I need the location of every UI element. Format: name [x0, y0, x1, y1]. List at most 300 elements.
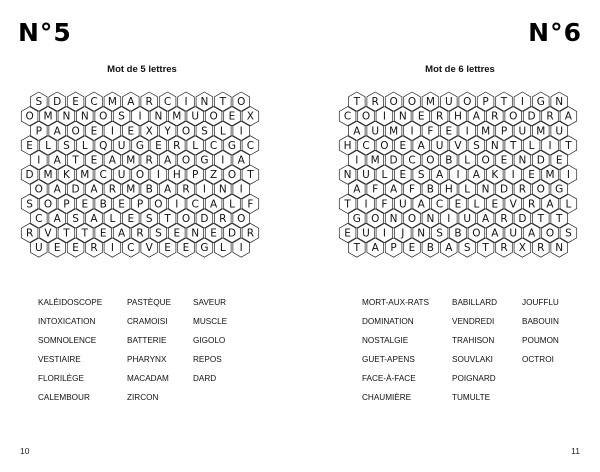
- grid-letter: F: [372, 183, 379, 196]
- grid-letter: F: [381, 198, 388, 211]
- grid-letter: N: [200, 96, 209, 109]
- word-item: DOMINATION: [362, 317, 414, 327]
- grid-letter: L: [464, 183, 471, 196]
- grid-letter: U: [518, 125, 527, 138]
- word-item: PASTÈQUE: [127, 298, 171, 307]
- grid-letter: P: [500, 125, 508, 138]
- grid-letter: I: [156, 169, 160, 182]
- grid-letter: M: [43, 169, 53, 182]
- grid-letter: D: [200, 212, 209, 225]
- grid-letter: D: [227, 227, 237, 240]
- grid-letter: F: [247, 198, 254, 211]
- grid-letter: B: [445, 154, 453, 167]
- grid-letter: O: [463, 96, 472, 109]
- grid-letter: M: [425, 96, 435, 109]
- grid-letter: G: [536, 96, 545, 109]
- grid-letter: L: [381, 169, 388, 182]
- page-number: 11: [571, 446, 580, 456]
- grid-letter: E: [155, 139, 162, 152]
- word-item: BATTERIE: [127, 336, 167, 346]
- grid-letter: E: [445, 125, 453, 138]
- grid-letter: X: [518, 242, 527, 255]
- grid-letter: R: [491, 110, 499, 123]
- grid-letter: U: [362, 227, 370, 240]
- grid-letter: P: [482, 96, 489, 109]
- grid-letter: I: [355, 154, 359, 167]
- grid-letter: L: [219, 242, 226, 255]
- grid-letter: E: [399, 169, 407, 182]
- grid-letter: I: [548, 139, 552, 152]
- grid-letter: F: [427, 125, 434, 138]
- grid-letter: N: [426, 212, 435, 225]
- grid-letter: L: [192, 139, 199, 152]
- grid-letter: M: [107, 96, 117, 109]
- grid-letter: A: [53, 125, 61, 138]
- grid-letter: M: [545, 169, 555, 182]
- grid-letter: I: [566, 169, 570, 182]
- grid-letter: O: [181, 125, 191, 138]
- grid-letter: N: [417, 227, 426, 240]
- grid-letter: T: [63, 227, 70, 240]
- grid-letter: N: [518, 154, 527, 167]
- grid-letter: R: [246, 227, 255, 240]
- word-item: ZIRCON: [127, 393, 159, 403]
- grid-letter: I: [410, 125, 414, 138]
- grid-letter: M: [172, 110, 182, 123]
- grid-letter: R: [527, 198, 536, 211]
- grid-letter: T: [164, 212, 171, 225]
- grid-letter: A: [390, 183, 398, 196]
- grid-letter: V: [509, 198, 517, 211]
- grid-letter: A: [127, 96, 135, 109]
- grid-letter: E: [182, 242, 190, 255]
- grid-letter: U: [371, 125, 380, 138]
- word-list: [362, 293, 582, 408]
- word-item: MACADAM: [127, 374, 169, 384]
- grid-letter: U: [555, 125, 564, 138]
- grid-letter: L: [565, 198, 572, 211]
- grid-letter: A: [118, 227, 126, 240]
- grid-letter: O: [25, 110, 34, 123]
- grid-letter: C: [35, 212, 43, 225]
- word-item: CALEMBOUR: [38, 393, 90, 403]
- grid-letter: S: [473, 139, 480, 152]
- grid-letter: I: [382, 110, 386, 123]
- grid-letter: N: [154, 110, 163, 123]
- grid-letter: N: [80, 110, 89, 123]
- grid-letter: T: [555, 212, 563, 225]
- grid-letter: R: [546, 110, 554, 123]
- page-right: [300, 0, 600, 472]
- grid-letter: I: [110, 125, 114, 138]
- grid-letter: N: [398, 110, 407, 123]
- grid-letter: T: [219, 96, 227, 109]
- grid-letter: K: [491, 169, 499, 182]
- grid-letter: O: [509, 110, 518, 123]
- grid-letter: C: [209, 139, 218, 152]
- grid-letter: H: [454, 110, 462, 123]
- grid-letter: A: [164, 183, 172, 196]
- word-list: [38, 293, 253, 408]
- grid-letter: P: [192, 169, 199, 182]
- word-item: REPOS: [193, 355, 222, 365]
- word-item: VENDREDI: [452, 317, 495, 327]
- grid-letter: O: [426, 154, 435, 167]
- grid-letter: E: [127, 125, 135, 138]
- grid-letter: E: [408, 242, 416, 255]
- grid-letter: E: [399, 139, 407, 152]
- grid-letter: M: [43, 110, 53, 123]
- grid-letter: I: [138, 110, 142, 123]
- grid-letter: L: [464, 154, 471, 167]
- grid-letter: V: [44, 227, 52, 240]
- grid-letter: E: [118, 198, 125, 211]
- grid-letter: L: [45, 139, 51, 152]
- grid-letter: E: [173, 227, 181, 240]
- grid-letter: L: [219, 125, 226, 138]
- word-column: [127, 293, 193, 408]
- word-item: KALÉIDOSCOPE: [38, 298, 103, 307]
- hex-letter-grid: [338, 90, 588, 275]
- grid-letter: X: [246, 110, 255, 123]
- grid-letter: I: [37, 154, 41, 167]
- grid-letter: E: [53, 242, 61, 255]
- grid-letter: A: [564, 110, 572, 123]
- grid-letter: O: [472, 227, 481, 240]
- grid-letter: N: [481, 183, 490, 196]
- grid-letter: D: [53, 96, 62, 109]
- grid-letter: B: [426, 183, 435, 196]
- grid-letter: A: [445, 242, 453, 255]
- grid-letter: T: [500, 96, 508, 109]
- grid-letter: M: [481, 125, 491, 138]
- grid-letter: H: [444, 183, 453, 196]
- grid-letter: A: [417, 139, 425, 152]
- grid-letter: M: [536, 125, 546, 138]
- grid-letter: O: [209, 110, 218, 123]
- grid-letter: S: [63, 139, 70, 152]
- grid-letter: O: [71, 125, 80, 138]
- grid-letter: O: [227, 169, 237, 182]
- grid-letter: M: [126, 154, 136, 167]
- grid-letter: Q: [99, 139, 108, 152]
- word-item: JOUFFLU: [522, 298, 559, 307]
- grid-letter: I: [184, 96, 188, 109]
- grid-letter: D: [527, 110, 536, 123]
- grid-letter: O: [34, 183, 43, 196]
- grid-letter: I: [239, 125, 243, 138]
- grid-letter: O: [536, 183, 545, 196]
- grid-letter: I: [221, 154, 225, 167]
- grid-letter: I: [465, 125, 469, 138]
- grid-letter: C: [127, 242, 135, 255]
- grid-letter: L: [81, 139, 88, 152]
- grid-letter: U: [117, 169, 126, 182]
- word-item: POIGNARD: [452, 374, 496, 384]
- grid-letter: N: [62, 110, 71, 123]
- grid-letter: Y: [164, 125, 171, 138]
- puzzle-number: N°6: [528, 18, 582, 47]
- grid-letter: E: [528, 169, 535, 182]
- grid-letter: E: [164, 242, 171, 255]
- grid-letter: G: [200, 154, 209, 167]
- grid-letter: O: [407, 212, 417, 225]
- grid-letter: S: [436, 227, 443, 240]
- grid-letter: Z: [209, 169, 218, 182]
- grid-letter: P: [390, 242, 397, 255]
- grid-letter: S: [145, 212, 153, 225]
- grid-letter: H: [343, 139, 352, 152]
- grid-letter: D: [25, 169, 34, 182]
- grid-letter: T: [344, 198, 351, 211]
- grid-letter: I: [110, 242, 114, 255]
- grid-letter: T: [72, 154, 79, 167]
- grid-letter: O: [181, 212, 191, 225]
- grid-letter: E: [210, 227, 217, 240]
- grid-letter: A: [353, 125, 361, 138]
- grid-letter: D: [71, 183, 80, 196]
- grid-letter: A: [417, 198, 425, 211]
- grid-letter: E: [417, 110, 425, 123]
- grid-letter: T: [353, 242, 361, 255]
- grid-letter: I: [202, 183, 206, 196]
- grid-letter: G: [200, 242, 209, 255]
- hex-letter-grid: [20, 90, 270, 275]
- grid-letter: R: [371, 96, 379, 109]
- puzzle-number: N°5: [18, 18, 72, 47]
- grid-letter: O: [43, 198, 53, 211]
- grid-letter: N: [555, 96, 564, 109]
- grid-letter: T: [482, 242, 489, 255]
- grid-letter: O: [389, 96, 398, 109]
- grid-letter: T: [353, 96, 361, 109]
- grid-letter: E: [26, 139, 33, 152]
- grid-letter: U: [463, 212, 472, 225]
- grid-letter: O: [154, 198, 163, 211]
- word-item: SAVEUR: [193, 298, 227, 307]
- grid-letter: A: [482, 212, 490, 225]
- grid-letter: S: [417, 169, 425, 182]
- word-column: [193, 293, 253, 408]
- word-item: INTOXICATION: [38, 317, 96, 327]
- grid-letter: R: [25, 227, 34, 240]
- grid-letter: A: [53, 212, 61, 225]
- grid-letter: R: [136, 227, 144, 240]
- grid-letter: I: [456, 169, 460, 182]
- grid-letter: A: [371, 242, 379, 255]
- grid-letter: N: [191, 227, 200, 240]
- grid-letter: D: [536, 154, 545, 167]
- grid-letter: I: [520, 96, 524, 109]
- word-item: POUMON: [522, 336, 559, 346]
- grid-letter: I: [239, 183, 243, 196]
- word-item: PHARYNX: [127, 355, 167, 365]
- grid-letter: C: [163, 96, 172, 109]
- grid-letter: P: [63, 198, 70, 211]
- word-item: BABILLARD: [452, 298, 498, 307]
- page-number: 10: [20, 446, 30, 456]
- grid-letter: S: [201, 125, 208, 138]
- word-item: CRAMOISI: [127, 317, 168, 327]
- grid-letter: C: [191, 198, 199, 211]
- grid-letter: S: [26, 198, 33, 211]
- grid-letter: E: [90, 154, 98, 167]
- grid-letter: A: [53, 154, 61, 167]
- word-column: [38, 293, 127, 408]
- grid-letter: D: [389, 154, 398, 167]
- grid-letter: R: [500, 242, 508, 255]
- word-item: BABOUIN: [522, 317, 559, 327]
- word-column: [452, 293, 522, 408]
- grid-letter: V: [145, 242, 153, 255]
- grid-letter: E: [99, 227, 107, 240]
- word-item: GIGOLO: [193, 336, 226, 346]
- word-item: OCTROI: [522, 355, 554, 365]
- grid-letter: G: [227, 139, 237, 152]
- grid-letter: A: [472, 110, 480, 123]
- grid-letter: A: [90, 183, 98, 196]
- grid-letter: U: [362, 169, 370, 182]
- grid-letter: O: [481, 154, 490, 167]
- grid-letter: G: [555, 183, 564, 196]
- grid-letter: U: [117, 139, 126, 152]
- grid-letter: X: [145, 125, 153, 138]
- grid-letter: R: [500, 212, 508, 225]
- grid-letter: A: [90, 212, 98, 225]
- grid-letter: O: [545, 227, 555, 240]
- grid-letter: O: [99, 110, 108, 123]
- grid-letter: A: [108, 154, 116, 167]
- grid-letter: M: [80, 169, 90, 182]
- grid-letter: T: [565, 139, 572, 152]
- grid-letter: S: [155, 227, 162, 240]
- grid-letter: B: [426, 242, 435, 255]
- grid-letter: H: [172, 169, 181, 182]
- word-item: CHAUMIÈRE: [362, 393, 412, 403]
- grid-letter: E: [90, 125, 98, 138]
- grid-letter: S: [463, 242, 471, 255]
- grid-letter: L: [473, 198, 480, 211]
- word-item: TRAHISON: [452, 336, 495, 346]
- grid-letter: M: [126, 183, 136, 196]
- grid-letter: O: [135, 169, 145, 182]
- grid-letter: R: [435, 110, 444, 123]
- grid-letter: U: [191, 110, 200, 123]
- word-item: MUSCLE: [193, 317, 228, 327]
- grid-letter: C: [90, 96, 98, 109]
- grid-letter: B: [145, 183, 153, 196]
- grid-letter: A: [164, 154, 172, 167]
- grid-letter: S: [565, 227, 572, 240]
- grid-letter: U: [398, 198, 407, 211]
- word-item: VESTIAIRE: [38, 355, 81, 365]
- grid-letter: U: [435, 139, 444, 152]
- grid-letter: E: [72, 242, 79, 255]
- grid-letter: N: [490, 139, 499, 152]
- grid-letter: R: [145, 154, 153, 167]
- grid-letter: E: [344, 227, 351, 240]
- grid-letter: A: [546, 198, 554, 211]
- word-item: MORT-AUX-RATS: [362, 298, 430, 307]
- grid-letter: T: [247, 169, 254, 182]
- grid-letter: K: [62, 169, 70, 182]
- grid-letter: O: [407, 96, 417, 109]
- grid-letter: O: [237, 96, 246, 109]
- grid-letter: R: [173, 139, 181, 152]
- grid-letter: R: [537, 242, 545, 255]
- grid-letter: G: [352, 212, 361, 225]
- grid-letter: R: [182, 183, 190, 196]
- grid-letter: O: [361, 110, 371, 123]
- grid-letter: N: [389, 212, 398, 225]
- grid-letter: D: [518, 212, 527, 225]
- grid-letter: E: [127, 212, 135, 225]
- grid-letter: A: [491, 227, 499, 240]
- word-item: TUMULTE: [452, 393, 491, 403]
- grid-letter: S: [118, 110, 125, 123]
- grid-letter: A: [237, 154, 245, 167]
- grid-letter: P: [136, 198, 144, 211]
- grid-letter: R: [219, 212, 227, 225]
- word-column: [522, 293, 582, 408]
- grid-letter: S: [72, 212, 79, 225]
- grid-letter: L: [109, 212, 116, 225]
- grid-letter: A: [353, 183, 361, 196]
- grid-letter: A: [53, 183, 61, 196]
- grid-letter: M: [389, 125, 399, 138]
- grid-letter: O: [181, 154, 191, 167]
- grid-letter: S: [35, 96, 43, 109]
- grid-letter: L: [229, 198, 235, 211]
- grid-letter: C: [435, 198, 444, 211]
- grid-letter: E: [72, 96, 79, 109]
- grid-letter: M: [370, 154, 380, 167]
- grid-letter: E: [81, 198, 89, 211]
- grid-letter: F: [408, 183, 416, 196]
- grid-letter: T: [537, 212, 545, 225]
- word-item: DARD: [193, 374, 217, 384]
- grid-letter: R: [518, 183, 527, 196]
- grid-letter: I: [447, 212, 451, 225]
- grid-letter: U: [34, 242, 43, 255]
- grid-letter: A: [210, 198, 218, 211]
- grid-letter: I: [511, 169, 515, 182]
- grid-letter: G: [135, 139, 145, 152]
- puzzle-subtitle: Mot de 5 lettres: [107, 64, 177, 75]
- word-item: SOMNOLENCE: [38, 336, 97, 346]
- grid-letter: B: [99, 198, 107, 211]
- word-item: FACE-À-FACE: [362, 374, 416, 384]
- word-item: GUET-APENS: [362, 355, 415, 365]
- grid-letter: E: [500, 154, 508, 167]
- grid-letter: U: [444, 96, 453, 109]
- puzzle-subtitle: Mot de 6 lettres: [425, 64, 495, 75]
- grid-letter: E: [555, 154, 563, 167]
- grid-letter: R: [90, 242, 98, 255]
- word-column: [362, 293, 452, 408]
- grid-letter: C: [362, 139, 370, 152]
- grid-letter: L: [528, 139, 535, 152]
- grid-letter: C: [246, 139, 255, 152]
- word-item: FLORILÈGE: [38, 374, 84, 384]
- grid-letter: C: [343, 110, 352, 123]
- grid-letter: O: [237, 212, 246, 225]
- grid-letter: R: [145, 96, 153, 109]
- grid-letter: T: [509, 139, 517, 152]
- grid-letter: A: [472, 169, 480, 182]
- grid-letter: E: [491, 198, 499, 211]
- grid-letter: B: [454, 227, 462, 240]
